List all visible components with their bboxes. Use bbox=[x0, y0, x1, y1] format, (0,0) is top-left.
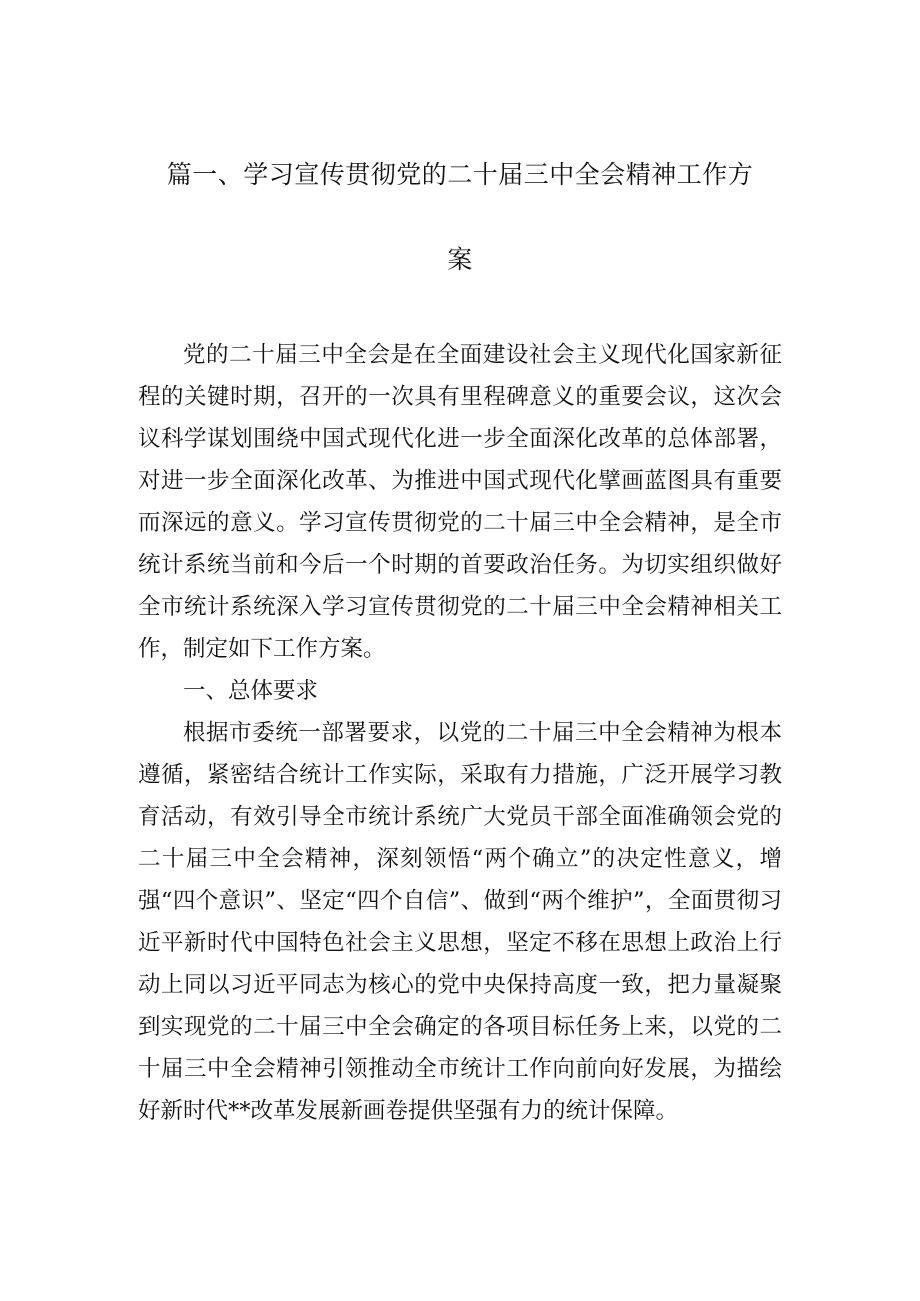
section-heading-general-requirements: 一、总体要求 bbox=[183, 678, 319, 704]
document-body bbox=[138, 334, 782, 1132]
document-title-line1: 篇一、学习宣传贯彻党的二十届三中全会精神工作方 bbox=[166, 160, 754, 189]
paragraph-intro: 党的二十届三中全会是在全面建设社会主义现代化国家新征程的关键时期，召开的一次具有里程碑意义的重要会议，这次会议科学谋划围绕中国式现代化进一步全面深化改革的总体部署，对进一步全面深化改革、为推进中国式现代化擘画蓝图具有重要而深远的意义。学习宣传贯彻党的二十届三中全会精神，是全市统计系统当前和今后一个时期的首要政治任务。为切实组织做好全市统计系统深入学习宣传贯彻党的二十届三中全会精神相关工作，制定如下工作方案。 bbox=[138, 342, 782, 662]
paragraph-general-requirements: 根据市委统一部署要求，以党的二十届三中全会精神为根本遵循，紧密结合统计工作实际，采取有力措施，广泛开展学习教育活动，有效引导全市统计系统广大党员干部全面准确领会党的二十届三中全会精神，深刻领悟“两个确立”的决定性意义，增强“四个意识”、坚定“四个自信”、做到“两个维护”，全面贯彻习近平新时代中国特色社会主义思想，坚定不移在思想上政治上行动上同以习近平同志为核心的党中央保持高度一致，把力量凝聚到实现党的二十届三中全会确定的各项目标任务上来，以党的二十届三中全会精神引领推动全市统计工作向前向好发展，为描绘好新时代**改革发展新画卷提供坚强有力的统计保障。 bbox=[138, 720, 782, 1124]
document-title-line2: 案 bbox=[447, 245, 473, 274]
